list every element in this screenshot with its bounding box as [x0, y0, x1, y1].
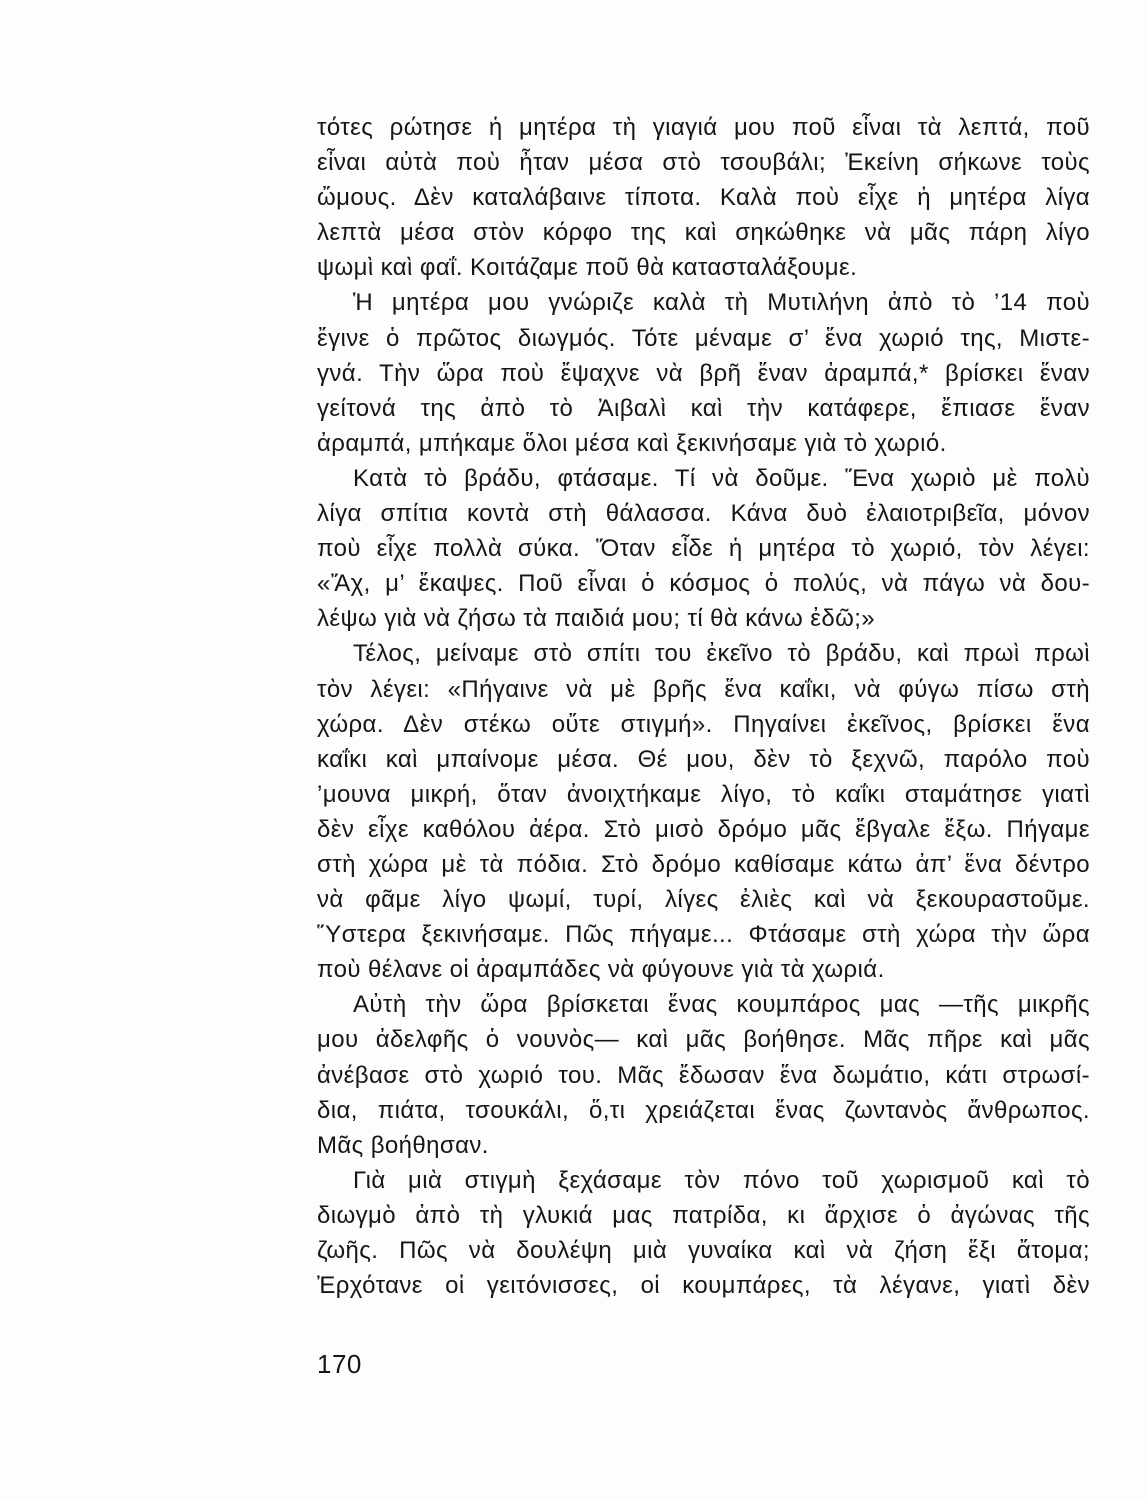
text-line: Αὐτὴ τὴν ὥρα βρίσκεται ἕνας κουμπάρος μας —τῆς μικρῆς [353, 991, 1090, 1019]
text-line: λεπτὰ μέσα στὸν κόρφο της καὶ σηκώθηκε νὰ μᾶς πάρη λίγο [317, 219, 1090, 247]
text-line: ποὺ εἶχε πολλὰ σύκα. Ὅταν εἶδε ἡ μητέρα τὸ χωριό, τὸν λέγει: [317, 535, 1090, 563]
text-line: νὰ φᾶμε λίγο ψωμί, τυρί, λίγες ἐλιὲς καὶ νὰ ξεκουραστοῦμε. [317, 886, 1090, 914]
paragraph [317, 1163, 1090, 1303]
page-number: 170 [317, 1349, 362, 1379]
text-line: λίγα σπίτια κοντὰ στὴ θάλασσα. Κάνα δυὸ ἐλαιοτριβεῖα, μόνον [317, 500, 1090, 528]
text-line: ποὺ θέλανε οἱ ἀραμπάδες νὰ φύγουνε γιὰ τὰ χωριά. [317, 956, 885, 984]
text-line: Γιὰ μιὰ στιγμὴ ξεχάσαμε τὸν πόνο τοῦ χωρισμοῦ καὶ τὸ [353, 1166, 1090, 1194]
paragraph [317, 987, 1090, 1162]
paragraph [317, 461, 1090, 636]
text-line: τὸν λέγει: «Πήγαινε νὰ μὲ βρῆς ἕνα καΐκι, νὰ φύγω πίσω στὴ [317, 675, 1090, 703]
text-line: γείτονά της ἀπὸ τὸ Ἀιβαλὶ καὶ τὴν κατάφερε, ἔπιασε ἕναν [317, 394, 1090, 422]
text-line: ψωμὶ καὶ φαΐ. Κοιτάζαμε ποῦ θὰ κατασταλάξουμε. [317, 254, 858, 282]
paragraph [317, 110, 1090, 285]
text-line: Κατὰ τὸ βράδυ, φτάσαμε. Τί νὰ δοῦμε. Ἕνα χωριὸ μὲ πολὺ [353, 464, 1090, 492]
text-line: χώρα. Δὲν στέκω οὔτε στιγμή». Πηγαίνει ἐκεῖνος, βρίσκει ἕνα [317, 710, 1090, 738]
text-line: μου ἀδελφῆς ὁ νουνὸς— καὶ μᾶς βοήθησε. Μᾶς πῆρε καὶ μᾶς [317, 1026, 1090, 1054]
text-line: Ὕστερα ξεκινήσαμε. Πῶς πήγαμε... Φτάσαμε στὴ χώρα τὴν ὥρα [317, 921, 1090, 949]
body-text [317, 110, 1090, 1303]
text-line: δια, πιάτα, τσουκάλι, ὅ,τι χρειάζεται ἕνας ζωντανὸς ἄνθρωπος. [317, 1096, 1090, 1124]
text-line: Ἡ μητέρα μου γνώριζε καλὰ τὴ Μυτιλήνη ἀπὸ τὸ ’14 ποὺ [353, 289, 1090, 317]
paragraph [317, 636, 1090, 987]
text-line: ὤμους. Δὲν καταλάβαινε τίποτα. Καλὰ ποὺ εἶχε ἡ μητέρα λίγα [317, 184, 1090, 212]
text-line: Μᾶς βοήθησαν. [317, 1131, 489, 1159]
paragraph [317, 285, 1090, 460]
text-line: στὴ χώρα μὲ τὰ πόδια. Στὸ δρόμο καθίσαμε κάτω ἀπ’ ἕνα δέντρο [317, 850, 1090, 878]
text-line: τότες ρώτησε ἡ μητέρα τὴ γιαγιά μου ποῦ εἶναι τὰ λεπτά, ποῦ [317, 114, 1090, 141]
text-line: «Ἄχ, μ’ ἔκαψες. Ποῦ εἶναι ὁ κόσμος ὁ πολύς, νὰ πάγω νὰ δου- [317, 570, 1090, 598]
text-line: εἶναι αὐτὰ ποὺ ἦταν μέσα στὸ τσουβάλι; Ἐκείνη σήκωνε τοὺς [317, 149, 1090, 177]
text-line: δὲν εἶχε καθόλου ἀέρα. Στὸ μισὸ δρόμο μᾶς ἔβγαλε ἔξω. Πήγαμε [317, 815, 1090, 843]
text-line: Ἐρχότανε οἱ γειτόνισσες, οἱ κουμπάρες, τὰ λέγανε, γιατὶ δὲν [317, 1272, 1090, 1300]
text-line: λέψω γιὰ νὰ ζήσω τὰ παιδιά μου; τί θὰ κάνω ἐδῶ;» [317, 605, 876, 633]
text-line: ζωῆς. Πῶς νὰ δουλέψη μιὰ γυναίκα καὶ νὰ ζήση ἕξι ἄτομα; [317, 1237, 1090, 1264]
text-line: Τέλος, μείναμε στὸ σπίτι του ἐκεῖνο τὸ βράδυ, καὶ πρωὶ πρωὶ [353, 640, 1090, 668]
text-line: γνά. Τὴν ὥρα ποὺ ἔψαχνε νὰ βρῆ ἕναν ἀραμπά,* βρίσκει ἕναν [317, 359, 1090, 387]
text-line: διωγμὸ ἀπὸ τὴ γλυκιά μας πατρίδα, κι ἄρχισε ὁ ἀγώνας τῆς [317, 1201, 1090, 1229]
text-line: ἀραμπά, μπήκαμε ὅλοι μέσα καὶ ξεκινήσαμε γιὰ τὸ χωριό. [317, 429, 947, 457]
text-line: ἀνέβασε στὸ χωριό του. Μᾶς ἔδωσαν ἕνα δωμάτιο, κάτι στρωσί- [317, 1061, 1090, 1089]
text-line: καΐκι καὶ μπαίνομε μέσα. Θέ μου, δὲν τὸ ξεχνῶ, παρόλο ποὺ [317, 745, 1090, 773]
text-line: ἔγινε ὁ πρῶτος διωγμός. Τότε μέναμε σ’ ἕνα χωριό της, Μιστε- [317, 324, 1090, 352]
text-line: ’μουνα μικρή, ὅταν ἀνοιχτήκαμε λίγο, τὸ καΐκι σταμάτησε γιατὶ [317, 780, 1090, 808]
